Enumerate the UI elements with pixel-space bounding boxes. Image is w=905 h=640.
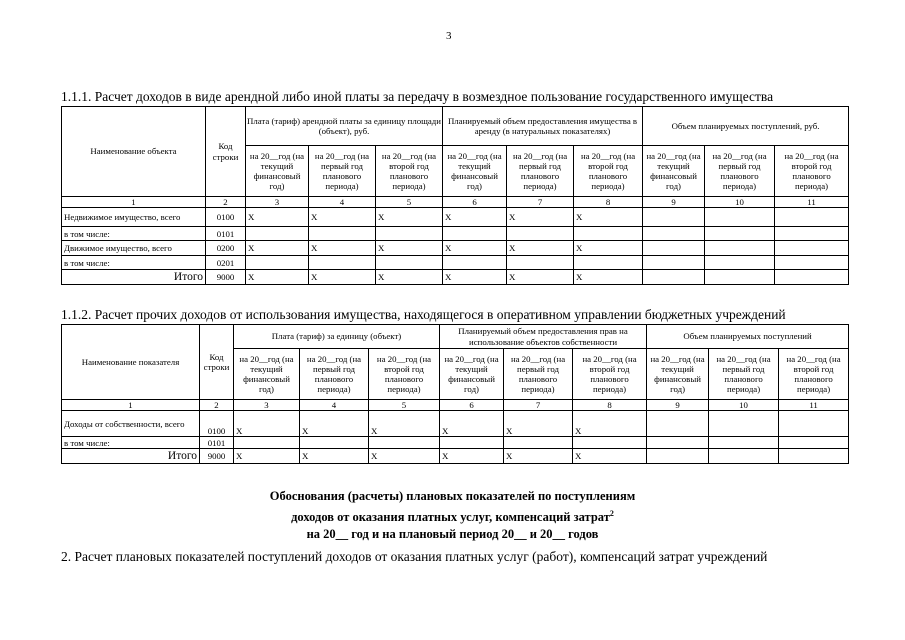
sub-second-plan-year: на 20__год (на второй год планового периода): [376, 146, 443, 197]
table-row: [62, 256, 849, 270]
cell-x: X: [574, 270, 643, 285]
col-number: 10: [705, 197, 775, 208]
cell-x: X: [234, 411, 300, 437]
cell-x: X: [443, 241, 507, 256]
title-line-3: на 20__ год и на плановый период 20__ и 20__ годов: [306, 527, 599, 542]
sub-first-plan-year: на 20__год (на первый год планового периода): [507, 146, 574, 197]
col-number: 7: [507, 197, 574, 208]
col-number: 8: [573, 400, 647, 411]
sub-second-plan-year: на 20__год (на второй год планового периода): [574, 146, 643, 197]
cell-x: X: [507, 208, 574, 227]
total-row: [62, 449, 849, 464]
col-number: 4: [309, 197, 376, 208]
sub-current-year: на 20__год (на текущий финансовый год): [234, 349, 300, 400]
other-income-table: [61, 324, 849, 464]
cell-x: X: [309, 208, 376, 227]
col-number: 10: [709, 400, 779, 411]
row-code: 9000: [200, 449, 234, 464]
cell-x: X: [574, 208, 643, 227]
row-code: 9000: [206, 270, 246, 285]
cell-x: X: [443, 208, 507, 227]
table-row: [62, 227, 849, 241]
cell-x: X: [507, 241, 574, 256]
cell-x: X: [440, 411, 504, 437]
sub-first-plan-year: на 20__год (на первый год планового периода): [709, 349, 779, 400]
group-planned-rights: Планируемый объем предоставления прав на использование объектов собственности: [440, 325, 647, 349]
row-code: 0100: [200, 411, 234, 437]
total-label: Итого: [62, 449, 200, 464]
cell-x: X: [300, 411, 369, 437]
row-name: Движимое имущество, всего: [62, 241, 206, 256]
page-number: 3: [446, 30, 452, 42]
cell-x: X: [246, 241, 309, 256]
row-name: в том числе:: [62, 227, 206, 241]
section-2-heading: 1.1.2. Расчет прочих доходов от использования имущества, находящегося в оперативном управлении бюджетных учреждений: [61, 307, 786, 322]
group-planned-revenue: Объем планируемых поступлений, руб.: [643, 107, 849, 146]
col-number: 11: [779, 400, 849, 411]
cell-x: X: [376, 270, 443, 285]
section-3-heading: 2. Расчет плановых показателей поступлений доходов от оказания платных услуг (работ), компенсаций затрат учреждений: [61, 549, 768, 564]
row-code: 0101: [200, 437, 234, 449]
cell-x: X: [573, 411, 647, 437]
col-number: 1: [62, 197, 206, 208]
cell-x: X: [443, 270, 507, 285]
group-rent-rate: Плата (тариф) арендной платы за единицу площади (объект), руб.: [246, 107, 443, 146]
col-number: 9: [643, 197, 705, 208]
group-planned-volume: Планируемый объем предоставления имущества в аренду (в натуральных показателях): [443, 107, 643, 146]
cell-x: X: [376, 241, 443, 256]
sub-first-plan-year: на 20__год (на первый год планового периода): [300, 349, 369, 400]
cell-x: X: [369, 411, 440, 437]
title-line-2: доходов от оказания платных услуг, компенсаций затрат$^2$: [291, 509, 614, 525]
section-1-heading: 1.1.1. Расчет доходов в виде арендной либо иной платы за передачу в возмездное пользование государственного имущества: [61, 89, 774, 104]
table-row: [62, 437, 849, 449]
cell-x: X: [234, 449, 300, 464]
cell-x: X: [246, 270, 309, 285]
sub-second-plan-year: на 20__год (на второй год планового периода): [573, 349, 647, 400]
cell-x: X: [309, 241, 376, 256]
col-number: 2: [200, 400, 234, 411]
sub-second-plan-year: на 20__год (на второй год планового периода): [369, 349, 440, 400]
footnote-mark: 2: [609, 509, 614, 518]
col-number: 9: [647, 400, 709, 411]
cell-x: X: [504, 449, 573, 464]
col-number: 2: [206, 197, 246, 208]
row-code: 0201: [206, 256, 246, 270]
sub-second-plan-year: на 20__год (на второй год планового периода): [779, 349, 849, 400]
sub-current-year: на 20__год (на текущий финансовый год): [440, 349, 504, 400]
cell-empty: [705, 208, 775, 227]
row-name: Доходы от собственности, всего: [62, 411, 200, 437]
total-label: Итого: [62, 270, 206, 285]
sub-current-year: на 20__год (на текущий финансовый год): [246, 146, 309, 197]
col-row-code: Код строки: [200, 325, 234, 400]
sub-current-year: на 20__год (на текущий финансовый год): [443, 146, 507, 197]
sub-current-year: на 20__год (на текущий финансовый год): [647, 349, 709, 400]
col-number: 6: [443, 197, 507, 208]
row-name: в том числе:: [62, 437, 200, 449]
col-number: 11: [775, 197, 849, 208]
table-row: [62, 241, 849, 256]
row-code: 0200: [206, 241, 246, 256]
sub-current-year: на 20__год (на текущий финансовый год): [643, 146, 705, 197]
cell-x: X: [504, 411, 573, 437]
table-row: [62, 411, 849, 437]
col-object-name: Наименование объекта: [62, 107, 206, 197]
cell-x: X: [300, 449, 369, 464]
table-row: [62, 208, 849, 227]
col-indicator-name: Наименование показателя: [62, 325, 200, 400]
cell-x: X: [574, 241, 643, 256]
col-row-code: Код строки: [206, 107, 246, 197]
col-number: 4: [300, 400, 369, 411]
col-number: 1: [62, 400, 200, 411]
row-name: в том числе:: [62, 256, 206, 270]
cell-x: X: [573, 449, 647, 464]
sub-first-plan-year: на 20__год (на первый год планового периода): [705, 146, 775, 197]
sub-first-plan-year: на 20__год (на первый год планового периода): [504, 349, 573, 400]
col-number: 5: [376, 197, 443, 208]
cell-empty: [643, 208, 705, 227]
row-name: Недвижимое имущество, всего: [62, 208, 206, 227]
group-planned-revenue: Объем планируемых поступлений: [647, 325, 849, 349]
row-code: 0100: [206, 208, 246, 227]
rental-income-table: [61, 106, 849, 285]
total-row: [62, 270, 849, 285]
title-line-1: Обоснования (расчеты) плановых показателей по поступлениям: [269, 489, 636, 503]
cell-empty: [775, 208, 849, 227]
row-code: 0101: [206, 227, 246, 241]
col-number: 5: [369, 400, 440, 411]
justification-title: [0, 488, 905, 543]
cell-x: X: [369, 449, 440, 464]
cell-x: X: [246, 208, 309, 227]
col-number: 6: [440, 400, 504, 411]
col-number: 7: [504, 400, 573, 411]
cell-x: X: [507, 270, 574, 285]
col-number: 3: [234, 400, 300, 411]
cell-x: X: [309, 270, 376, 285]
cell-x: X: [376, 208, 443, 227]
cell-x: X: [440, 449, 504, 464]
group-rate: Плата (тариф) за единицу (объект): [234, 325, 440, 349]
sub-second-plan-year: на 20__год (на второй год планового периода): [775, 146, 849, 197]
col-number: 8: [574, 197, 643, 208]
sub-first-plan-year: на 20__год (на первый год планового периода): [309, 146, 376, 197]
col-number: 3: [246, 197, 309, 208]
